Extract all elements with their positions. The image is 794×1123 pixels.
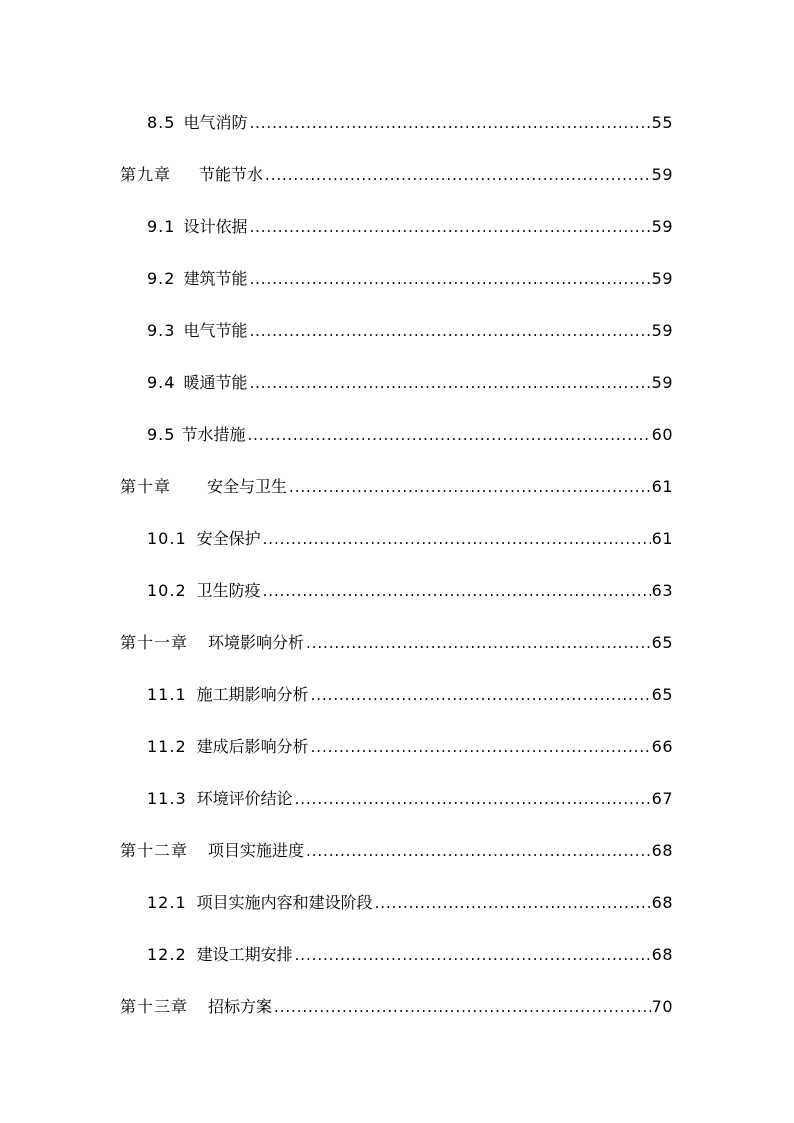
toc-entry-title: 环境影响分析 [208, 633, 305, 652]
toc-dot-leader [295, 944, 651, 966]
toc-entry-title: 安全保护 [196, 529, 261, 548]
toc-entry-number: 11.1 [147, 685, 187, 704]
toc-entry-title: 项目实施内容和建设阶段 [196, 893, 373, 912]
toc-dot-leader [375, 892, 651, 914]
toc-entry-page: 55 [651, 113, 673, 132]
toc-entry-title: 安全与卫生 [207, 477, 288, 496]
toc-entry-page: 63 [651, 581, 673, 600]
toc-entry-title: 环境评价结论 [196, 789, 293, 808]
toc-entry-page: 68 [651, 893, 673, 912]
toc-entry-page: 67 [651, 789, 673, 808]
toc-dot-leader [265, 164, 651, 186]
toc-entry-page: 65 [651, 685, 673, 704]
toc-entry-number: 第九章 [120, 165, 172, 184]
toc-entry-12-1[interactable] [147, 892, 673, 914]
toc-entry-number: 12.2 [147, 945, 187, 964]
toc-entry-title: 建成后影响分析 [196, 737, 309, 756]
toc-entry-title: 设计依据 [183, 217, 248, 236]
toc-entry-9-4[interactable] [147, 372, 673, 394]
toc-entry-page: 59 [651, 269, 673, 288]
toc-dot-leader [249, 372, 650, 394]
toc-dot-leader [289, 476, 651, 498]
toc-dot-leader [263, 528, 651, 550]
toc-dot-leader [249, 268, 650, 290]
toc-entry-9-2[interactable] [147, 268, 673, 290]
toc-entry-11-1[interactable] [147, 684, 673, 706]
toc-entry-number: 9.1 [147, 217, 176, 236]
toc-entry-chapter-9[interactable] [120, 164, 673, 186]
toc-entry-title: 电气节能 [183, 321, 248, 340]
toc-entry-title: 建设工期安排 [196, 945, 293, 964]
toc-dot-leader [306, 632, 651, 654]
toc-entry-10-2[interactable] [147, 580, 673, 602]
toc-dot-leader [247, 424, 650, 446]
toc-entry-12-2[interactable] [147, 944, 673, 966]
toc-entry-number: 12.1 [147, 893, 187, 912]
toc-entry-chapter-13[interactable] [120, 996, 673, 1018]
toc-entry-11-2[interactable] [147, 736, 673, 758]
toc-dot-leader [311, 684, 651, 706]
toc-dot-leader [274, 996, 651, 1018]
toc-entry-page: 68 [651, 945, 673, 964]
toc-entry-number: 9.2 [147, 269, 176, 288]
toc-entry-chapter-12[interactable] [120, 840, 673, 862]
toc-entry-title: 项目实施进度 [208, 841, 305, 860]
toc-dot-leader [295, 788, 651, 810]
toc-entry-page: 60 [651, 425, 673, 444]
toc-entry-number: 第十三章 [120, 997, 189, 1016]
toc-entry-chapter-10[interactable] [120, 476, 673, 498]
toc-entry-number: 9.3 [147, 321, 176, 340]
toc-entry-page: 65 [651, 633, 673, 652]
toc-entry-9-1[interactable] [147, 216, 673, 238]
toc-entry-page: 59 [651, 321, 673, 340]
toc-entry-title: 施工期影响分析 [196, 685, 309, 704]
toc-entry-page: 68 [651, 841, 673, 860]
toc-entry-page: 70 [651, 997, 673, 1016]
toc-dot-leader [249, 320, 650, 342]
toc-entry-10-1[interactable] [147, 528, 673, 550]
toc-entry-11-3[interactable] [147, 788, 673, 810]
toc-dot-leader [249, 112, 650, 134]
toc-entry-title: 暖通节能 [183, 373, 248, 392]
toc-entry-title: 节能节水 [199, 165, 264, 184]
toc-entry-chapter-11[interactable] [120, 632, 673, 654]
toc-entry-number: 8.5 [147, 113, 176, 132]
toc-entry-number: 第十章 [120, 477, 172, 496]
toc-dot-leader [311, 736, 651, 758]
toc-entry-number: 10.1 [147, 529, 187, 548]
toc-dot-leader [263, 580, 651, 602]
toc-entry-number: 11.3 [147, 789, 187, 808]
toc-entry-title: 建筑节能 [183, 269, 248, 288]
toc-entry-title: 招标方案 [208, 997, 273, 1016]
toc-entry-title: 节水措施 [181, 425, 246, 444]
toc-dot-leader [249, 216, 650, 238]
toc-entry-number: 9.5 [147, 425, 176, 444]
toc-dot-leader [306, 840, 651, 862]
toc-entry-page: 61 [651, 529, 673, 548]
toc-entry-page: 59 [651, 165, 673, 184]
toc-entry-title: 卫生防疫 [196, 581, 261, 600]
toc-entry-number: 9.4 [147, 373, 176, 392]
toc-entry-8-5[interactable] [147, 112, 673, 134]
toc-entry-number: 第十二章 [120, 841, 189, 860]
toc-entry-page: 66 [651, 737, 673, 756]
toc-entry-9-5[interactable] [147, 424, 673, 446]
toc-entry-number: 11.2 [147, 737, 187, 756]
toc-entry-page: 61 [651, 477, 673, 496]
toc-entry-page: 59 [651, 217, 673, 236]
toc-entry-title: 电气消防 [183, 113, 248, 132]
toc-entry-number: 第十一章 [120, 633, 189, 652]
toc-entry-9-3[interactable] [147, 320, 673, 342]
toc-entry-number: 10.2 [147, 581, 187, 600]
toc-entry-page: 59 [651, 373, 673, 392]
